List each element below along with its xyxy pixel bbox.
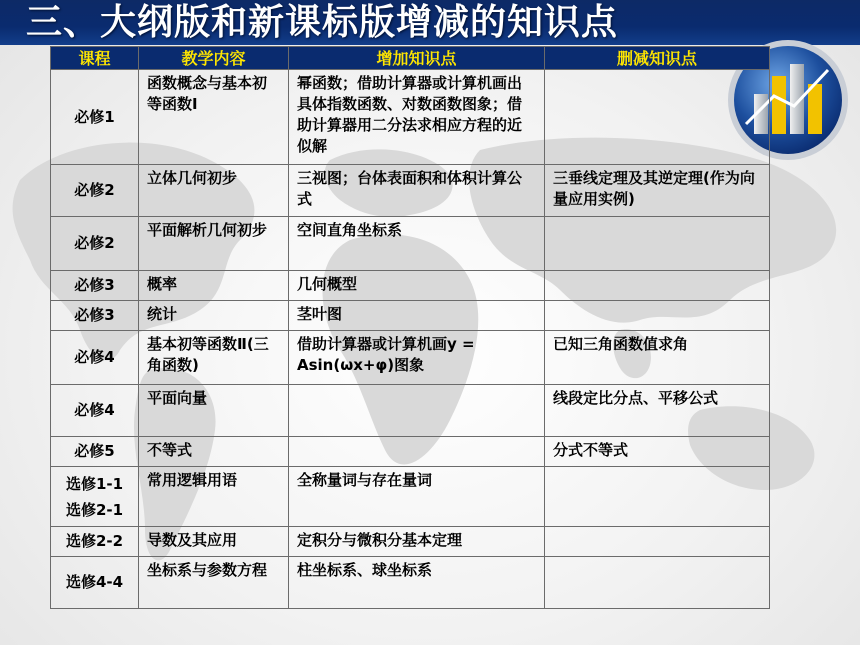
header-course: 课程 [51, 47, 139, 70]
cell-removed: 线段定比分点、平移公式 [545, 385, 770, 437]
cell-added [289, 385, 545, 437]
table-row [51, 301, 770, 331]
table-row [51, 70, 770, 165]
cell-content: 坐标系与参数方程 [139, 557, 289, 609]
cell-content: 不等式 [139, 437, 289, 467]
cell-added: 几何概型 [289, 271, 545, 301]
table-row [51, 437, 770, 467]
cell-course: 选修4-4 [51, 557, 139, 609]
cell-added: 幂函数；借助计算器或计算机画出具体指数函数、对数函数图象；借助计算器用二分法求相应方程的近似解 [289, 70, 545, 165]
cell-removed [545, 527, 770, 557]
cell-course: 必修3 [51, 301, 139, 331]
cell-content: 立体几何初步 [139, 165, 289, 217]
cell-removed: 已知三角函数值求角 [545, 331, 770, 385]
cell-course: 必修1 [51, 70, 139, 165]
cell-removed [545, 271, 770, 301]
table-row [51, 385, 770, 437]
cell-course: 选修2-2 [51, 527, 139, 557]
cell-course: 必修2 [51, 217, 139, 271]
cell-content: 平面解析几何初步 [139, 217, 289, 271]
table-row [51, 331, 770, 385]
header-removed: 删减知识点 [545, 47, 770, 70]
cell-added: 茎叶图 [289, 301, 545, 331]
cell-removed [545, 217, 770, 271]
cell-added: 全称量词与存在量词 [289, 467, 545, 527]
table-row [51, 217, 770, 271]
cell-removed [545, 467, 770, 527]
table-row [51, 527, 770, 557]
cell-course: 必修2 [51, 165, 139, 217]
cell-content: 导数及其应用 [139, 527, 289, 557]
cell-content: 平面向量 [139, 385, 289, 437]
slide-title: 三、大纲版和新课标版增减的知识点 [26, 2, 619, 43]
cell-content: 统计 [139, 301, 289, 331]
cell-added: 柱坐标系、球坐标系 [289, 557, 545, 609]
cell-content: 概率 [139, 271, 289, 301]
cell-content: 常用逻辑用语 [139, 467, 289, 527]
cell-course: 选修1-1 选修2-1 [51, 467, 139, 527]
cell-added: 空间直角坐标系 [289, 217, 545, 271]
cell-added: 三视图；台体表面积和体积计算公式 [289, 165, 545, 217]
table-row [51, 271, 770, 301]
table-row [51, 165, 770, 217]
table-header-row [51, 47, 770, 70]
cell-course: 必修4 [51, 331, 139, 385]
table-row [51, 467, 770, 527]
cell-added [289, 437, 545, 467]
cell-content: 基本初等函数Ⅱ(三角函数) [139, 331, 289, 385]
cell-added: 借助计算器或计算机画y = Asin(ωx+φ)图象 [289, 331, 545, 385]
cell-course: 必修3 [51, 271, 139, 301]
cell-added: 定积分与微积分基本定理 [289, 527, 545, 557]
knowledge-table [50, 46, 770, 609]
cell-removed [545, 70, 770, 165]
cell-content: 函数概念与基本初等函数Ⅰ [139, 70, 289, 165]
header-content: 教学内容 [139, 47, 289, 70]
cell-course: 必修5 [51, 437, 139, 467]
cell-removed [545, 301, 770, 331]
table-row [51, 557, 770, 609]
cell-removed: 三垂线定理及其逆定理(作为向量应用实例) [545, 165, 770, 217]
cell-removed [545, 557, 770, 609]
cell-course: 必修4 [51, 385, 139, 437]
cell-removed: 分式不等式 [545, 437, 770, 467]
header-added: 增加知识点 [289, 47, 545, 70]
